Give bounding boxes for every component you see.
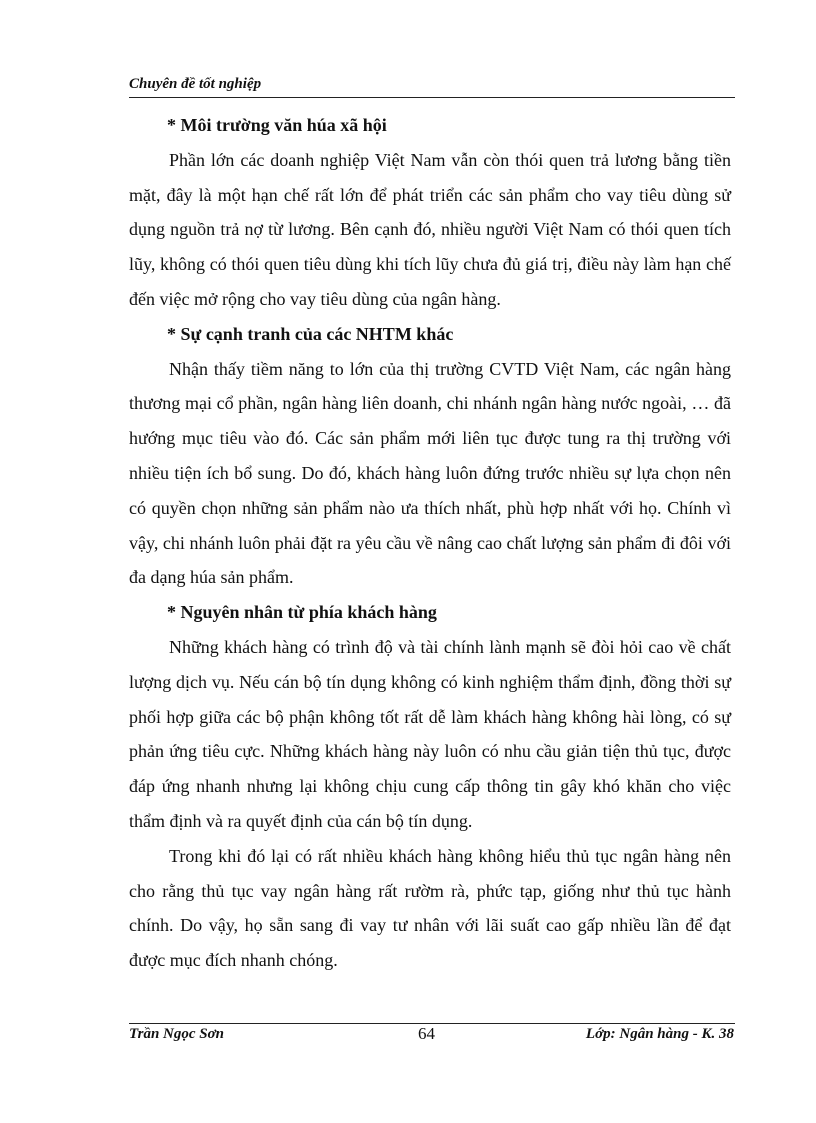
- page-number: 64: [418, 1024, 435, 1043]
- section-heading: * Sự cạnh tranh của các NHTM khác: [167, 323, 454, 344]
- document-body: [129, 108, 731, 978]
- paragraph: Phần lớn các doanh nghiệp Việt Nam vẫn còn thói quen trả lương bằng tiền mặt, đây là một hạn chế rất lớn để phát triển các sản phẩm cho vay tiêu dùng sử dụng nguồn trả nợ từ lương. Bên cạnh đó, nhiều người Việt Nam có thói quen tích lũy, không có thói quen tiêu dùng khi tích lũy chưa đủ giá trị, điều này làm hạn chế đến việc mở rộng cho vay tiêu dùng của ngân hàng.: [129, 149, 731, 309]
- footer-author: Trần Ngọc Sơn: [129, 1026, 225, 1042]
- section-heading: * Môi trường văn húa xã hội: [167, 115, 387, 135]
- paragraph: Trong khi đó lại có rất nhiều khách hàng không hiểu thủ tục ngân hàng nên cho rằng thủ tục vay ngân hàng rất rườm rà, phức tạp, giống như thủ tục hành chính. Do vậy, họ sẵn sang đi vay tư nhân với lãi suất cao gấp nhiều lần để đạt được mục đích nhanh chóng.: [129, 845, 731, 971]
- footer-class-label: Lớp: Ngân hàng - K. 38: [585, 1026, 734, 1042]
- paragraph: Những khách hàng có trình độ và tài chính lành mạnh sẽ đòi hỏi cao về chất lượng dịch vụ. Nếu cán bộ tín dụng không có kinh nghiệm thẩm định, đồng thời sự phối hợp giữa các bộ phận không tốt rất dễ làm khách hàng không hài lòng, có sự phản ứng tiêu cực. Những khách hàng này luôn có nhu cầu giản tiện thủ tục, được đáp ứng nhanh nhưng lại không chịu cung cấp thông tin gây khó khăn cho việc thẩm định và ra quyết định của cán bộ tín dụng.: [129, 636, 731, 831]
- document-header-title: Chuyên đề tốt nghiệp: [129, 76, 262, 92]
- paragraph: Nhận thấy tiềm năng to lớn của thị trường CVTD Việt Nam, các ngân hàng thương mại cổ phần, ngân hàng liên doanh, chi nhánh ngân hàng nước ngoài, … đã hướng mục tiêu vào đó. Các sản phẩm mới liên tục được tung ra thị trường với nhiều tiện ích bổ sung. Do đó, khách hàng luôn đứng trước nhiều sự lựa chọn nên có quyền chọn những sản phẩm nào ưa thích nhất, phù hợp nhất với họ. Chính vì vậy, chi nhánh luôn phải đặt ra yêu cầu về nâng cao chất lượng sản phẩm đi đôi với đa dạng húa sản phẩm.: [129, 358, 731, 588]
- section-heading: * Nguyên nhân từ phía khách hàng: [167, 602, 437, 623]
- header-rule: [129, 97, 735, 98]
